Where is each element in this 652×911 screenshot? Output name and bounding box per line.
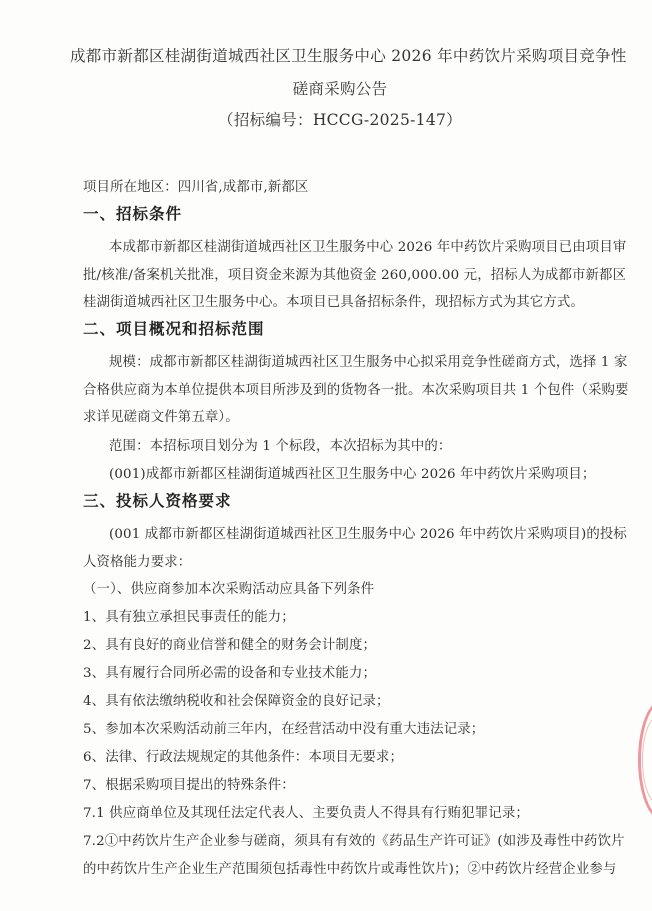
section2-line: 合格供应商为本单位提供本项目所涉及到的货物各一批。本次采购项目共 1 个包件（采购要 bbox=[83, 383, 629, 398]
project-location: 项目所在地区：四川省,成都市,新都区 bbox=[83, 180, 309, 195]
section1-line: 批/核准/备案机关批准，项目资金来源为其他资金 260,000.00 元，招标人为成都市新都区 bbox=[83, 268, 627, 283]
tender-number: （招标编号：HCCG-2025-147） bbox=[218, 111, 462, 129]
section3-line: 5、参加本次采购活动前三年内，在经营活动中没有重大违法记录； bbox=[83, 722, 485, 737]
section3-line: 7.1 供应商单位及其现任法定代表人、主要负责人不得具有行贿犯罪记录； bbox=[83, 806, 529, 821]
document-title-line1: 成都市新都区桂湖街道城西社区卫生服务中心 2026 年中药饮片采购项目竞争性 bbox=[70, 47, 627, 65]
section3-line: 6、法律、行政法规规定的其他条件：本项目无要求； bbox=[83, 750, 404, 765]
section2-line: (001)成都市新都区桂湖街道城西社区卫生服务中心 2026 年中药饮片采购项目； bbox=[109, 467, 596, 482]
section2-line: 求详见磋商文件第五章）。 bbox=[83, 410, 239, 425]
document-title-line2: 磋商采购公告 bbox=[292, 80, 388, 98]
section3-line: 2、具有良好的商业信誉和健全的财务会计制度； bbox=[83, 638, 377, 653]
section3-line: 1、具有独立承担民事责任的能力； bbox=[83, 610, 295, 625]
section2-line: 范围：本招标项目划分为 1 个标段，本次招标为其中的： bbox=[109, 439, 452, 454]
section3-line: 7、根据采购项目提出的特殊条件： bbox=[83, 778, 295, 793]
section1-line: 本成都市新都区桂湖街道城西社区卫生服务中心 2026 年中药饮片采购项目已由项目审 bbox=[109, 240, 627, 255]
section1-line: 桂湖街道城西社区卫生服务中心。本项目已具备招标条件，现招标方式为其它方式。 bbox=[83, 295, 585, 310]
section3-line: （一）、供应商参加本次采购活动应具备下列条件 bbox=[83, 582, 375, 597]
section3-line: 人资格能力要求： bbox=[83, 555, 192, 570]
section1-heading: 一、招标条件 bbox=[83, 205, 183, 223]
section3-line: 的中药饮片生产企业生产范围须包括毒性中药饮片或毒性饮片)；②中药饮片经营企业参与 bbox=[83, 862, 617, 877]
section3-line: 3、具有履行合同所必需的设备和专业技术能力； bbox=[83, 666, 377, 681]
section3-line: (001 成都市新都区桂湖街道城西社区卫生服务中心 2026 年中药饮片采购项目)的投标 bbox=[109, 527, 627, 542]
section3-heading: 三、投标人资格要求 bbox=[83, 492, 232, 510]
section3-line: 4、具有依法缴纳税收和社会保障资金的良好记录； bbox=[83, 694, 390, 709]
section2-line: 规模：成都市新都区桂湖街道城西社区卫生服务中心拟采用竞争性磋商方式，选择 1 家 bbox=[109, 355, 628, 370]
section3-line: 7.2①中药饮片生产企业参与磋商，须具有有效的《药品生产许可证》(如涉及毒性中药饮片 bbox=[83, 834, 625, 849]
section2-heading: 二、项目概况和招标范围 bbox=[83, 320, 265, 338]
